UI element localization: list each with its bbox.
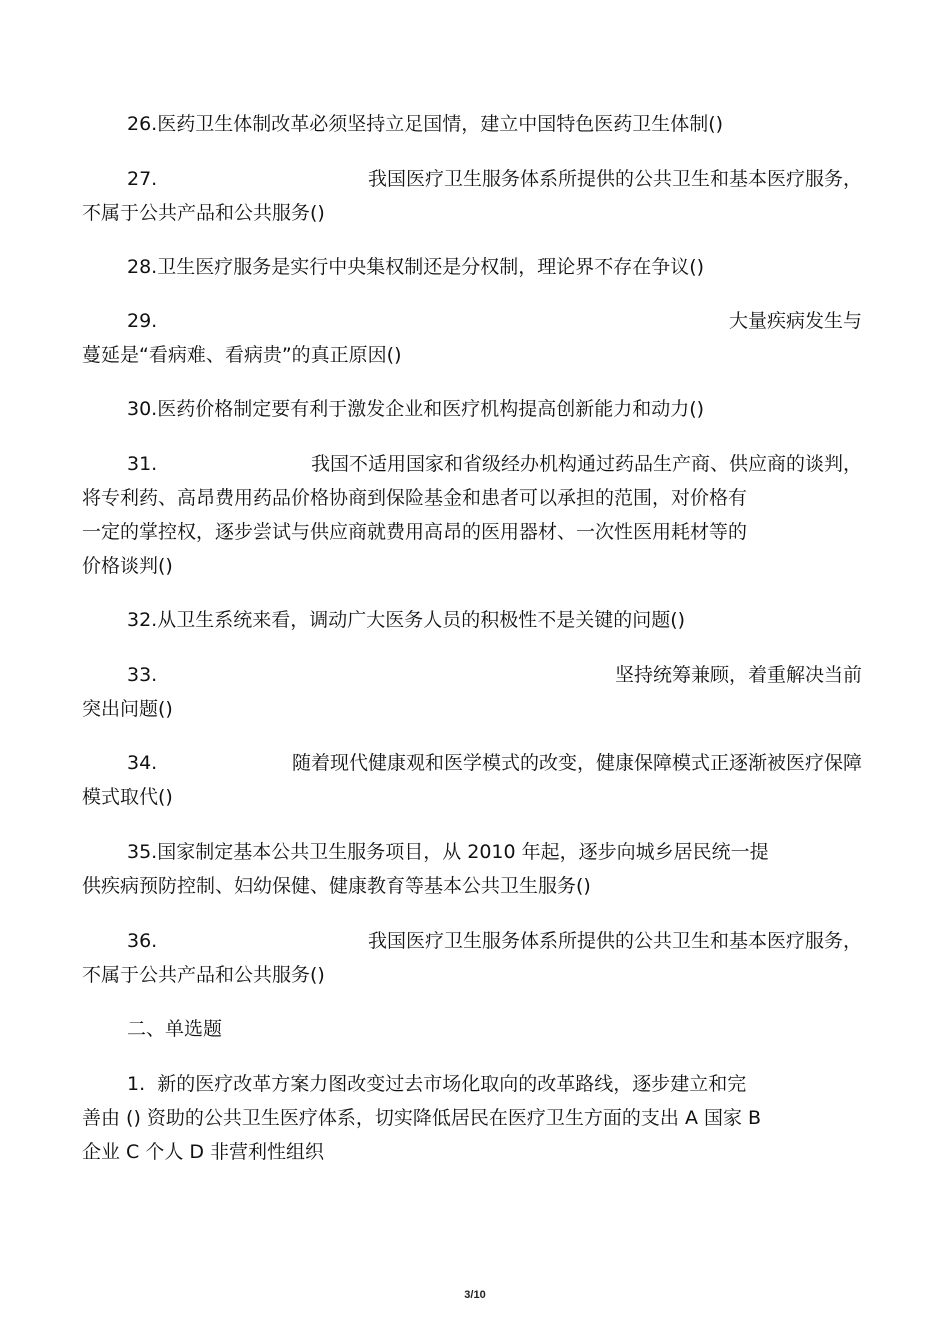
- question-text-line1: 我国医疗卫生服务体系所提供的公共卫生和基本医疗服务，: [367, 168, 862, 190]
- question-26: [82, 107, 862, 141]
- question-number: 35.: [127, 841, 158, 863]
- question-number: 31.: [127, 453, 158, 475]
- question-text-line4: 价格谈判(): [82, 555, 173, 577]
- question-text-line1: 我国不适用国家和省级经办机构通过药品生产商、供应商的谈判，: [310, 453, 862, 475]
- question-33: [82, 658, 862, 726]
- question-number: 32.: [127, 609, 158, 631]
- question-text-line1: 坚持统筹兼顾，着重解决当前: [614, 664, 862, 686]
- question-31: [82, 447, 862, 583]
- question-text-line3: 企业 C 个人 D 非营利性组织: [82, 1141, 325, 1163]
- question-32: [82, 603, 862, 637]
- question-text-line2: 突出问题(): [82, 698, 173, 720]
- question-34: [82, 746, 862, 814]
- question-text: 卫生医疗服务是实行中央集权制还是分权制，理论界不存在争议(): [157, 256, 705, 278]
- question-text: 从卫生系统来看，调动广大医务人员的积极性不是关键的问题(): [157, 609, 686, 631]
- question-text-line1: 新的医疗改革方案力图改变过去市场化取向的改革路线，逐步建立和完: [157, 1073, 747, 1095]
- question-number: 29.: [127, 310, 158, 332]
- question-text-line2: 善由 () 资助的公共卫生医疗体系，切实降低居民在医疗卫生方面的支出 A 国家 B: [82, 1107, 762, 1129]
- question-29: [82, 304, 862, 372]
- section-title: 二、单选题: [127, 1018, 223, 1040]
- question-number: 34.: [127, 752, 158, 774]
- question-number: 30.: [127, 398, 158, 420]
- question-28: [82, 250, 862, 284]
- page-number: 3/10: [464, 1289, 486, 1301]
- question-text-line3: 一定的掌控权，逐步尝试与供应商就费用高昂的医用器材、一次性医用耗材等的: [82, 521, 748, 543]
- question-text-line2: 蔓延是“看病难、看病贵”的真正原因(): [82, 344, 402, 366]
- question-text-line1: 国家制定基本公共卫生服务项目，从 2010 年起，逐步向城乡居民统一提: [157, 841, 769, 863]
- question-text-line1: 我国医疗卫生服务体系所提供的公共卫生和基本医疗服务，: [367, 930, 862, 952]
- question-number: 28.: [127, 256, 158, 278]
- question-number: 1.: [127, 1073, 146, 1095]
- question-text-line2: 将专利药、高昂费用药品价格协商到保险基金和患者可以承担的范围，对价格有: [82, 487, 748, 509]
- question-36: [82, 924, 862, 992]
- question-27: [82, 162, 862, 230]
- question-text-line1: 随着现代健康观和医学模式的改变，健康保障模式正逐渐被医疗保障: [291, 752, 862, 774]
- question-number: 33.: [127, 664, 158, 686]
- question-number: 36.: [127, 930, 158, 952]
- question-number: 27.: [127, 168, 158, 190]
- question-text-line2: 供疾病预防控制、妇幼保健、健康教育等基本公共卫生服务(): [82, 875, 591, 897]
- question-text: 医药价格制定要有利于激发企业和医疗机构提高创新能力和动力(): [157, 398, 705, 420]
- question-number: 26.: [127, 113, 158, 135]
- question-30: [82, 392, 862, 426]
- question-text: 医药卫生体制改革必须坚持立足国情，建立中国特色医药卫生体制(): [157, 113, 724, 135]
- question-text-line2: 不属于公共产品和公共服务(): [82, 964, 325, 986]
- single-choice-question-1: [82, 1067, 862, 1169]
- question-text-line2: 模式取代(): [82, 786, 173, 808]
- question-text-line2: 不属于公共产品和公共服务(): [82, 202, 325, 224]
- question-text-line1: 大量疾病发生与: [728, 310, 862, 332]
- question-35: [82, 835, 862, 903]
